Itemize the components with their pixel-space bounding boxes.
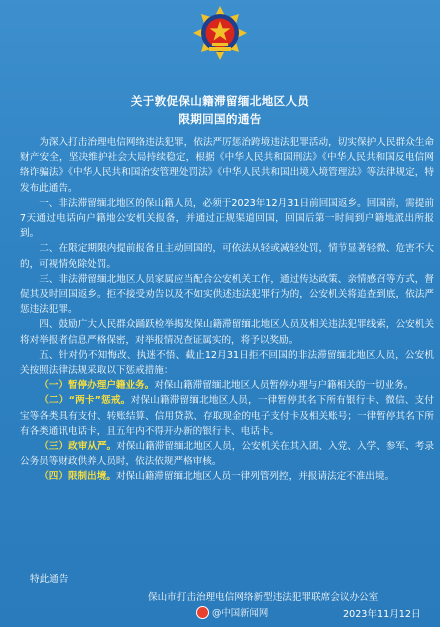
notice-item-3: 三、非法滞留缅北地区人员家属应当配合公安机关工作，通过传达政策、亲情感召等方式，督促其及时回国返乡。拒不接受劝告以及不如实供述违法犯罪行为的，公安机关将追查到底，依法严惩违法犯罪。	[20, 273, 434, 316]
notice-item-5: 五、针对仍不知悔改、执迷不悟、截止12月31日拒不回国的非法滞留缅北地区人员，公安机关按照法律法规采取以下惩戒措施：	[20, 349, 434, 377]
measure-2-text: 对保山籍滞留缅北地区人员，一律暂停其名下所有银行卡、微信、支付宝等各类具有支付、转账结算、信用贷款、存取现金的电子支付卡及相关账号；一律暂停其名下所有各类通讯电话卡，且五年内不得开办新的银行卡、电话卡。	[20, 395, 434, 437]
closing-text: 特此通告	[30, 574, 69, 585]
measure-1-text: 对保山籍滞留缅北地区人员暂停办理与户籍相关的一切业务。	[154, 380, 414, 392]
notice-item-2: 二、在限定期限内提前报备且主动回国的，可依法从轻或减轻处罚，情节显著轻微、危害不大的，可视情免除处罚。	[20, 243, 434, 270]
weibo-logo-icon	[196, 606, 209, 619]
measure-3-label: （三）政审从严。	[39, 441, 117, 453]
measure-3-text: 对保山籍滞留缅北地区人员，公安机关在其入团、入党、入学、参军、考录公务员等财政供养人员时，依法依规严格审核。	[20, 441, 435, 468]
measure-4	[20, 469, 434, 484]
notice-item-4: 四、鼓励广大人民群众踊跃检举揭发保山籍滞留缅北地区人员及相关违法犯罪线索，公安机关将对举报者信息严格保密，对举报情况查证属实的，将予以奖励。	[20, 319, 434, 346]
notice-intro: 为深入打击治理电信网络违法犯罪，依法严厉惩治跨境违法犯罪活动，切实保护人民群众生命财产安全，坚决维护社会大局持续稳定，根据《中华人民共和国刑法》《中华人民共和国反电信网络诈骗法》《中华人民共和国治安管理处罚法》《中华人民共和国出境入境管理法》等法律规定，特发布此通告。	[20, 137, 434, 194]
notice-date: 2023年11月12日	[343, 609, 421, 620]
measure-3	[20, 439, 434, 469]
watermark	[196, 605, 268, 619]
measure-4-text: 对保山籍滞留缅北地区人员一律列管列控，并报请法定不准出境。	[115, 471, 395, 483]
notice-title-line2: 限期回国的通告	[178, 112, 262, 126]
measure-1-label: （一）暂停办理户籍业务。	[39, 380, 155, 392]
measure-2	[20, 393, 434, 439]
measure-4-label: （四）限制出境。	[39, 471, 116, 483]
notice-item-1: 一、非法滞留缅北地区的保山籍人员，必须于2023年12月31日前回国返乡。回国前，需提前7天通过电话向户籍地公安机关报备，并通过正规渠道回国，回国后第一时间到户籍地派出所报到。	[20, 197, 434, 240]
notice-title-line1: 关于敦促保山籍滞留缅北地区人员	[130, 94, 310, 108]
notice-body	[20, 135, 434, 485]
watermark-text: @中国新闻网	[212, 608, 269, 619]
measure-1	[20, 378, 434, 393]
issuer-name: 保山市打击治理电信网络新型违法犯罪联席会议办公室	[148, 592, 379, 603]
police-emblem-icon	[191, 4, 249, 62]
measure-2-label: （二）“两卡”惩戒。	[39, 395, 131, 407]
